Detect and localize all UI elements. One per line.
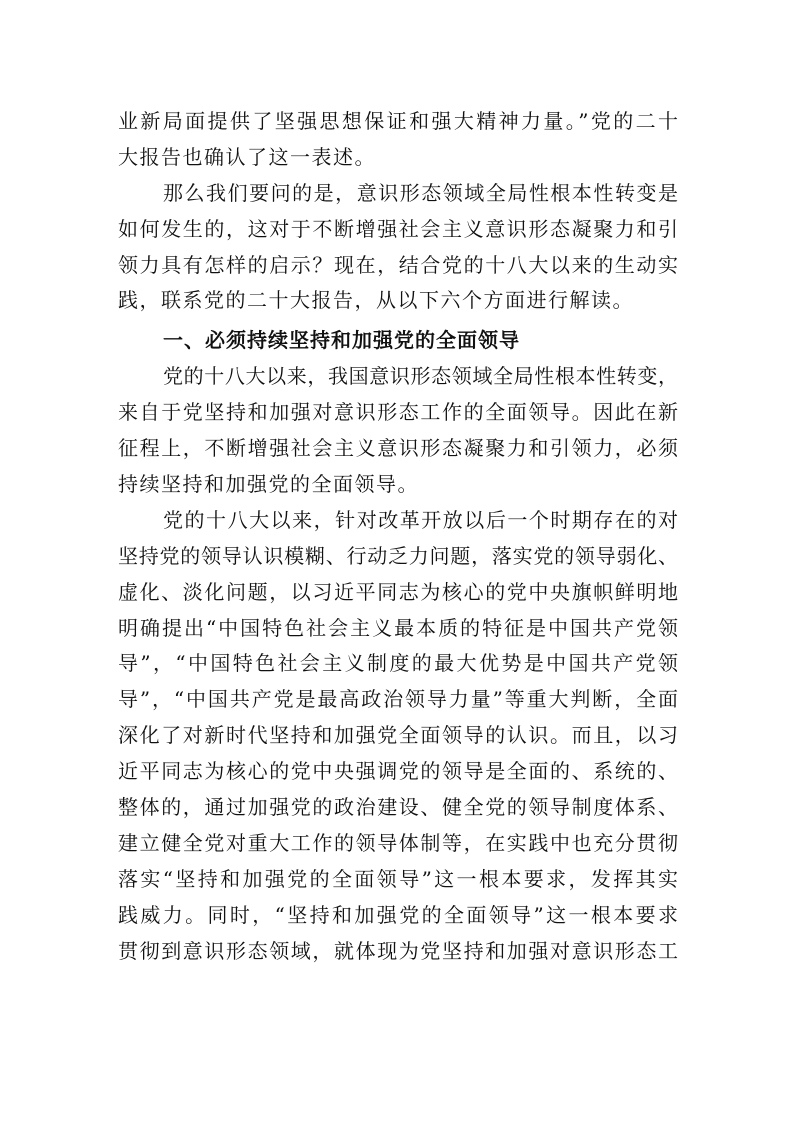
paragraph-line: 践威力。同时，“坚持和加强党的全面领导”这一根本要求 [118, 902, 678, 927]
paragraph-line: 征程上，不断增强社会主义意识形态凝聚力和引领力，必须 [118, 436, 678, 461]
paragraph-line: 导”，“中国特色社会主义制度的最大优势是中国共产党领 [118, 651, 678, 676]
paragraph-line: 明确提出“中国特色社会主义最本质的特征是中国共产党领 [118, 615, 678, 640]
paragraph-line: 深化了对新时代坚持和加强党全面领导的认识。而且，以习 [118, 723, 678, 748]
paragraph-line: 持续坚持和加强党的全面领导。 [118, 472, 419, 497]
paragraph-line: 贯彻到意识形态领域，就体现为党坚持和加强对意识形态工 [118, 938, 678, 963]
paragraph-line: 践，联系党的二十大报告，从以下六个方面进行解读。 [118, 288, 634, 313]
paragraph-line: 那么我们要问的是，意识形态领域全局性根本性转变是 [163, 180, 678, 205]
paragraph-line: 如何发生的，这对于不断增强社会主义意识形态凝聚力和引 [118, 216, 678, 241]
paragraph-line: 落实“坚持和加强党的全面领导”这一根本要求，发挥其实 [118, 866, 678, 891]
paragraph-line: 虚化、淡化问题，以习近平同志为核心的党中央旗帜鲜明地 [118, 579, 678, 604]
paragraph-line: 导”，“中国共产党是最高政治领导力量”等重大判断，全面 [118, 687, 678, 712]
paragraph-line: 党的十八大以来，针对改革开放以后一个时期存在的对 [163, 507, 678, 532]
paragraph-line: 坚持党的领导认识模糊、行动乏力问题，落实党的领导弱化、 [118, 543, 678, 568]
document-page [118, 104, 678, 969]
paragraph-line: 近平同志为核心的党中央强调党的领导是全面的、系统的、 [118, 759, 678, 784]
section-heading: 一、必须持续坚持和加强党的全面领导 [163, 328, 520, 353]
paragraph-line: 党的十八大以来，我国意识形态领域全局性根本性转变， [163, 364, 678, 389]
paragraph-line: 业新局面提供了坚强思想保证和强大精神力量。”党的二十 [118, 109, 678, 133]
paragraph-line: 整体的，通过加强党的政治建设、健全党的领导制度体系、 [118, 795, 678, 820]
paragraph-line: 领力具有怎样的启示？现在，结合党的十八大以来的生动实 [118, 252, 678, 277]
paragraph-line: 建立健全党对重大工作的领导体制等，在实践中也充分贯彻 [118, 830, 678, 855]
paragraph-line: 大报告也确认了这一表述。 [118, 144, 376, 169]
paragraph-line: 来自于党坚持和加强对意识形态工作的全面领导。因此在新 [118, 400, 678, 425]
